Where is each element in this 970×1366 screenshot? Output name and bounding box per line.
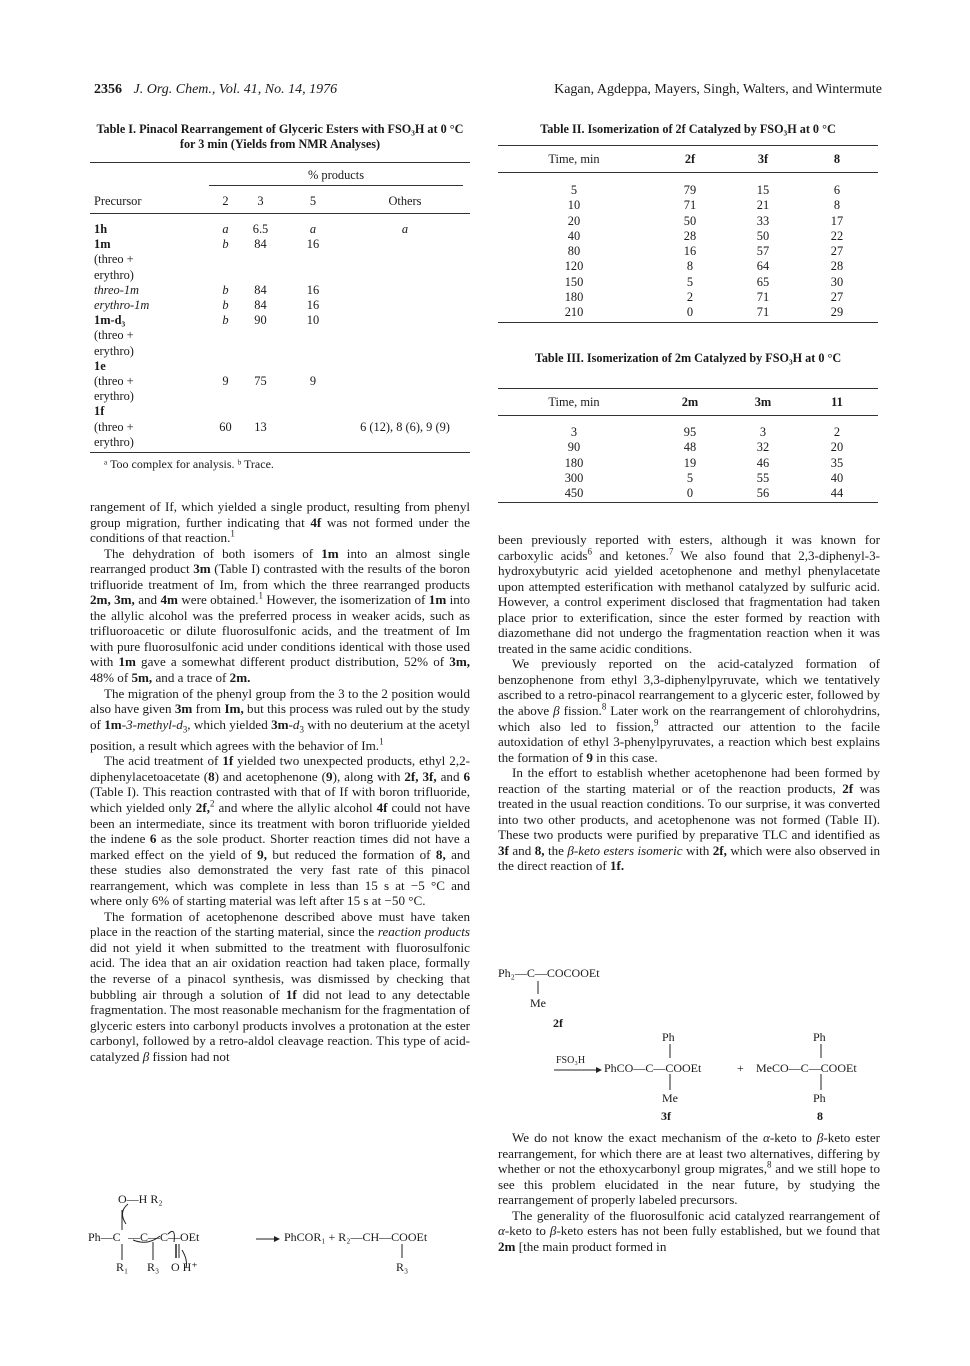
table-cell: 32	[756, 440, 770, 455]
table-cell: 65	[756, 274, 770, 289]
table-cell: erythro)	[94, 343, 134, 358]
table-cell: 450	[564, 486, 584, 501]
table-cell: 9	[309, 374, 317, 389]
table-3-col: 3m	[754, 395, 772, 409]
table-1	[90, 162, 470, 472]
table-cell: 79	[683, 183, 697, 197]
table-cell: 10	[306, 313, 320, 328]
table-cell	[283, 435, 343, 450]
table-cell: erythro)	[94, 389, 134, 404]
table-cell: 84	[254, 282, 267, 297]
paragraph: The dehydration of both isomers of 1m into an almost single rearranged product 3m (Table I) contrasted with the results of the boron trifluoride treatment of Im, from which the three rearranged products 2m, 3m, and 4m were obtained.$^1$ However, the isomerization of 1m into the allylic alcohol was the preferred process in weaker acids, such as trifluoroacetic or dilute fluorosulfonic acids, and the treatment of Im with pure fluorosulfonic acid under conditions identical with those used with 1m gave a somewhat different product distribution, 52% of 3m, 48% of 5m, and a trace of 2m.	[90, 545, 470, 686]
table-cell	[213, 252, 238, 267]
right-column-text	[498, 532, 880, 874]
table-cell: 21	[756, 198, 770, 213]
table-cell	[283, 404, 343, 419]
table-3-col: 11	[831, 395, 843, 409]
table-cell: 28	[830, 259, 844, 274]
table-cell: 84	[254, 298, 267, 313]
table-cell: 2	[833, 425, 841, 439]
table-3-header-row	[498, 389, 878, 416]
table-cell: 56	[756, 486, 770, 501]
table-cell	[283, 359, 343, 374]
table-cell	[283, 344, 343, 359]
table-row	[498, 229, 878, 244]
table-row	[498, 305, 878, 320]
paragraph: been previously reported with esters, although it was known for carboxylic acids$^6$ and ketones.$^7$ We also found that 2,3-diphenyl-3-hydroxybutyric acid yielded acetophenone and methyl phenylacetate upon attempted esterification with methanol catalyzed by sulfuric acid. However, a control experiment disclosed that fragmentation had taken place prior to exterification, since the ester formed by reaction with diazomethane did not undergo the fragmentation reaction when it was treated in the same acidic conditions.	[498, 532, 881, 656]
table-row	[90, 283, 470, 298]
table-2-col: 2f	[684, 152, 696, 166]
table-cell	[238, 268, 283, 283]
paragraph: The formation of acetophenone described above must have taken place in the reaction of the starting material, since the reaction products did not yield it when submitted to the treatment with fluorosulfonic acid. The idea that an air oxidation reaction had taken place, formally the reverse of a pinacol synthesis, was dismissed by checking that bubbling air through a solution of 1f did not lead to any detectable fragmentation. The most reasonable mechanism for the fragmentation of glyceric esters into carbonyl products involves a protonation at the ester carbonyl, followed by a retro-aldol cleavage reaction. This type of acid-catalyzed β fission had not	[90, 908, 470, 1064]
table-row	[498, 244, 878, 259]
table-cell: 40	[830, 470, 844, 485]
table-1-footnote: ᵃ Too complex for analysis. ᵇ Trace.	[104, 457, 274, 472]
table-cell	[238, 404, 283, 419]
table-cell: 48	[683, 440, 697, 455]
table-cell: 1f	[94, 404, 105, 419]
mechanism-scheme	[88, 1190, 473, 1290]
right-column-text-bottom	[498, 1130, 880, 1254]
scheme-ph2b: Ph	[813, 1091, 826, 1105]
table-row	[498, 198, 878, 213]
table-row	[498, 259, 878, 274]
table-cell: 120	[564, 259, 584, 274]
table-row	[498, 486, 878, 501]
mech-o-h: O H⁺	[171, 1260, 198, 1274]
table-cell	[343, 313, 467, 328]
running-header-authors: Kagan, Agdeppa, Mayers, Singh, Walters, and Wintermute	[554, 82, 882, 97]
table-row	[498, 471, 878, 486]
table-cell: 3	[759, 425, 767, 439]
table-cell: erythro)	[94, 434, 134, 449]
scheme-start: Ph₂—C—COCOOEt	[498, 966, 600, 980]
table-row	[498, 183, 878, 198]
table-cell	[238, 344, 283, 359]
table-cell: 1m	[94, 237, 111, 252]
paragraph: The generality of the fluorosulfonic acid catalyzed rearrangement of α-keto to β-keto esters has not been fully established, but we found that 2m [the main product formed in	[498, 1207, 881, 1254]
table-row	[90, 222, 470, 237]
table-cell: 27	[830, 290, 844, 305]
table-row	[90, 237, 470, 252]
scheme-me: Me	[530, 996, 546, 1010]
scheme-label-8: 8	[817, 1109, 823, 1123]
table-cell: a	[222, 222, 229, 236]
table-cell: 15	[756, 183, 770, 197]
table-1-col: 5	[309, 194, 317, 208]
table-cell: erythro)	[94, 267, 134, 282]
table-cell: 20	[830, 440, 844, 455]
table-cell	[283, 389, 343, 404]
mech-r3b: R₃	[396, 1260, 409, 1274]
table-cell	[343, 404, 467, 419]
table-cell: 29	[830, 305, 844, 320]
table-cell: (threo +	[94, 419, 134, 434]
table-cell	[238, 252, 283, 267]
scheme-label-3f: 3f	[661, 1109, 671, 1123]
table-cell: 20	[567, 213, 581, 228]
table-cell: 16	[306, 298, 320, 313]
table-row	[90, 359, 470, 374]
table-row	[90, 252, 470, 267]
table-cell	[343, 328, 467, 343]
table-cell	[238, 328, 283, 343]
isomerization-scheme	[498, 964, 883, 1129]
table-cell: 8	[833, 198, 841, 213]
paragraph: The acid treatment of 1f yielded two unexpected products, ethyl 2,2-diphenylacetoacetate (8) and acetophenone (9), along with 2f, 3f, and 6 (Table I). This reaction contrasted with that of If with boron trifluoride, which yielded only 2f,$^2$ and where the allylic alcohol 4f could not have been an intermediate, since its treatment with boron trifluoride yielded the indene 6 as the sole product. Shorter reaction times did not have a marked effect on the yield of 9, but reduced the formation of 8, and these studies also demonstrated the very fast rate of this pinacol rearrangement, which was complete in less than 15 s at −5 °C and where only 6% of starting material was left after 15 s at −50 °C.	[90, 753, 471, 909]
table-cell	[283, 252, 343, 267]
table-cell: 6 (12), 8 (6), 9 (9)	[360, 419, 450, 434]
table-cell: 6.5	[252, 222, 269, 236]
table-cell: 8	[686, 259, 694, 274]
table-cell: 40	[567, 228, 581, 243]
table-cell: 44	[830, 486, 844, 501]
table-cell: 180	[564, 455, 584, 470]
table-cell: 46	[756, 455, 770, 470]
table-2-body	[498, 173, 878, 321]
table-2	[498, 145, 878, 323]
scheme-plus: +	[737, 1061, 744, 1075]
table-row	[90, 344, 470, 359]
table-cell	[343, 298, 467, 313]
table-cell: 16	[683, 244, 697, 259]
table-cell: 75	[254, 374, 267, 389]
table-cell	[283, 420, 343, 435]
table-cell	[343, 435, 467, 450]
table-cell: 1e	[94, 358, 106, 373]
table-cell: 60	[219, 419, 232, 434]
table-row	[498, 290, 878, 305]
table-cell: 16	[306, 282, 320, 297]
table-cell: 1h	[94, 222, 108, 236]
table-cell	[213, 435, 238, 450]
paragraph: We previously reported on the acid-catalyzed formation of benzophenone from ethyl 3,3-diphenylpyruvate, which we tentatively ascribed to a retro-pinacol rearrangement to a glyceric ester, followed by the above β fission.$^8$ Later work on the rearrangement of chlorohydrins, which also led to fission,$^9$ attracted our attention to the facile autoxidation of ethyl 3-phenylpyruvates, a reaction which best explains the formation of 9 in this case.	[498, 656, 880, 765]
table-cell: 50	[756, 228, 770, 243]
table-row	[90, 268, 470, 283]
table-cell: 27	[830, 244, 844, 259]
scheme-me1: Me	[662, 1091, 678, 1105]
table-cell: 33	[756, 213, 770, 228]
table-cell: 55	[756, 470, 770, 485]
table-cell: 30	[830, 274, 844, 289]
paragraph: The migration of the phenyl group from the 3 to the 2 position would also have given 3m from Im, but this process was ruled out by the study of $1m-3-methyl-d_3$, which yielded $3m-d_3$ with no deuterium at the acetyl position, a result which agrees with the behavior of Im.$^1$	[90, 685, 471, 753]
table-3-body	[498, 416, 878, 501]
table-cell	[343, 374, 467, 389]
scheme-label-2f: 2f	[553, 1016, 563, 1030]
table-cell: 5	[686, 274, 694, 289]
scheme-ph1: Ph	[662, 1030, 675, 1044]
running-header-left	[94, 82, 337, 98]
table-1-header-row	[90, 186, 470, 214]
table-cell: 35	[830, 455, 844, 470]
table-cell: 300	[564, 470, 584, 485]
table-cell: 50	[683, 213, 697, 228]
table-1-col: Others	[388, 194, 422, 208]
table-cell: 17	[830, 213, 844, 228]
table-2-caption: Table II. Isomerization of 2f Catalyzed by FSO₃H at 0 °C	[540, 122, 836, 136]
table-row	[90, 328, 470, 343]
table-cell: 90	[254, 313, 267, 328]
table-1-col: 2	[222, 194, 229, 208]
table-cell: 0	[686, 305, 694, 320]
table-cell	[283, 268, 343, 283]
table-cell: 19	[683, 455, 697, 470]
table-cell	[238, 359, 283, 374]
table-cell: 0	[686, 486, 694, 501]
table-cell: 95	[683, 425, 697, 439]
table-row	[90, 389, 470, 404]
table-1-caption: Table I. Pinacol Rearrangement of Glyceric Esters with FSO₃H at 0 °C for 3 min (Yields from NMR Analyses)	[96, 122, 464, 151]
table-cell: 210	[564, 305, 584, 320]
table-cell: 6	[833, 183, 841, 197]
table-cell: 64	[756, 259, 770, 274]
table-2-col: 3f	[757, 152, 769, 166]
mech-oh: O—H R₂	[118, 1192, 163, 1206]
table-cell	[213, 389, 238, 404]
table-1-col: Precursor	[94, 194, 142, 208]
table-cell: 3	[570, 425, 578, 439]
table-cell: 90	[567, 440, 581, 455]
table-cell: 71	[756, 305, 770, 320]
paragraph: We do not know the exact mechanism of the α-keto to β-keto ester rearrangement, for which there are at least two alternatives, differing by whether or not the ethoxycarbonyl group migrates,$^8$ and we still hope to see this problem elucidated in the near future, by studying the rearrangement of properly labeled precursors.	[498, 1130, 880, 1208]
table-cell	[213, 359, 238, 374]
table-cell	[283, 328, 343, 343]
table-cell	[213, 328, 238, 343]
table-cell	[343, 252, 467, 267]
table-2-col: 8	[833, 152, 841, 166]
table-cell: a	[309, 222, 317, 236]
table-row	[90, 374, 470, 389]
mech-ph-c: Ph—C	[88, 1230, 121, 1244]
table-cell: threo-1m	[94, 282, 139, 297]
table-cell: 16	[306, 237, 320, 252]
table-cell	[213, 404, 238, 419]
table-row	[498, 456, 878, 471]
table-cell	[343, 359, 467, 374]
mech-r3: R₃	[147, 1260, 160, 1274]
table-cell: a	[401, 222, 409, 236]
scheme-prod2: MeCO—C—COOEt	[756, 1061, 857, 1075]
table-cell: 5	[686, 470, 694, 485]
table-row	[90, 298, 470, 313]
table-cell: b	[222, 313, 229, 328]
table-row	[90, 435, 470, 450]
table-cell: 150	[564, 274, 584, 289]
table-cell	[343, 268, 467, 283]
scheme-reagent: FSO₃H	[556, 1055, 586, 1066]
table-cell	[343, 344, 467, 359]
table-cell: b	[222, 282, 229, 297]
paragraph: In the effort to establish whether acetophenone had been formed by reaction of the starting material or of the reaction products, 2f was treated in the usual reaction conditions. To our surprise, it was converted into two other products, and acetophenone was not formed (Table II). These two products were purified by preparative TLC and identified as 3f and 8, the β-keto esters isomeric with 2f, which were also observed in the direct reaction of 1f.	[498, 765, 881, 874]
journal-citation: J. Org. Chem., Vol. 41, No. 14, 1976	[133, 82, 338, 97]
table-cell	[213, 268, 238, 283]
table-cell: 28	[683, 228, 697, 243]
mech-products: PhCOR₁ + R₂—CH—COOEt	[284, 1230, 428, 1244]
table-cell: 71	[683, 198, 697, 213]
table-cell: b	[222, 298, 229, 313]
table-1-group-header: % products	[209, 165, 463, 186]
table-cell: 71	[756, 290, 770, 305]
table-row	[90, 404, 470, 419]
table-row	[498, 425, 878, 440]
table-2-header-row	[498, 146, 878, 173]
mech-r1: R₁	[116, 1260, 129, 1274]
table-row	[90, 313, 470, 328]
table-1-body	[90, 214, 470, 450]
page-number: 2356	[94, 82, 122, 97]
table-cell: 80	[567, 244, 581, 259]
table-cell: b	[222, 237, 229, 252]
mech-cc: —C—C—OEt	[128, 1230, 200, 1244]
table-cell: 22	[830, 228, 844, 243]
table-cell	[343, 283, 467, 298]
paragraph: rangement of If, which yielded a single product, resulting from phenyl group migration, further indicating that 4f was not formed under the conditions of that reaction.$^1$	[90, 499, 470, 546]
table-cell: 180	[564, 290, 584, 305]
table-cell	[238, 435, 283, 450]
table-row	[498, 440, 878, 455]
table-cell: 2	[686, 290, 694, 305]
table-cell	[213, 344, 238, 359]
table-cell: 1m-d₃	[94, 313, 126, 328]
scheme-prod1: PhCO—C—COOEt	[604, 1061, 702, 1075]
table-3-col: Time, min	[548, 395, 600, 409]
table-cell	[238, 389, 283, 404]
table-cell: 84	[254, 237, 267, 252]
scheme-ph2a: Ph	[813, 1030, 826, 1044]
table-cell: 9	[222, 374, 229, 389]
table-cell: erythro-1m	[94, 298, 150, 313]
table-3-col: 2m	[681, 395, 699, 409]
table-cell: 13	[254, 419, 267, 434]
left-column-text	[90, 499, 470, 1064]
table-cell: 10	[567, 198, 581, 213]
table-cell: 57	[756, 244, 770, 259]
table-2-col: Time, min	[548, 152, 600, 166]
table-3	[498, 388, 878, 503]
table-cell: 5	[570, 183, 578, 197]
table-cell	[343, 237, 467, 252]
table-row	[498, 275, 878, 290]
table-3-caption: Table III. Isomerization of 2m Catalyzed by FSO₃H at 0 °C	[534, 351, 842, 365]
table-row	[498, 214, 878, 229]
table-cell: (threo +	[94, 252, 134, 267]
table-row	[90, 420, 470, 435]
table-cell: (threo +	[94, 374, 134, 389]
table-cell: (threo +	[94, 328, 134, 343]
table-1-col: 3	[257, 194, 264, 208]
table-cell	[343, 389, 467, 404]
